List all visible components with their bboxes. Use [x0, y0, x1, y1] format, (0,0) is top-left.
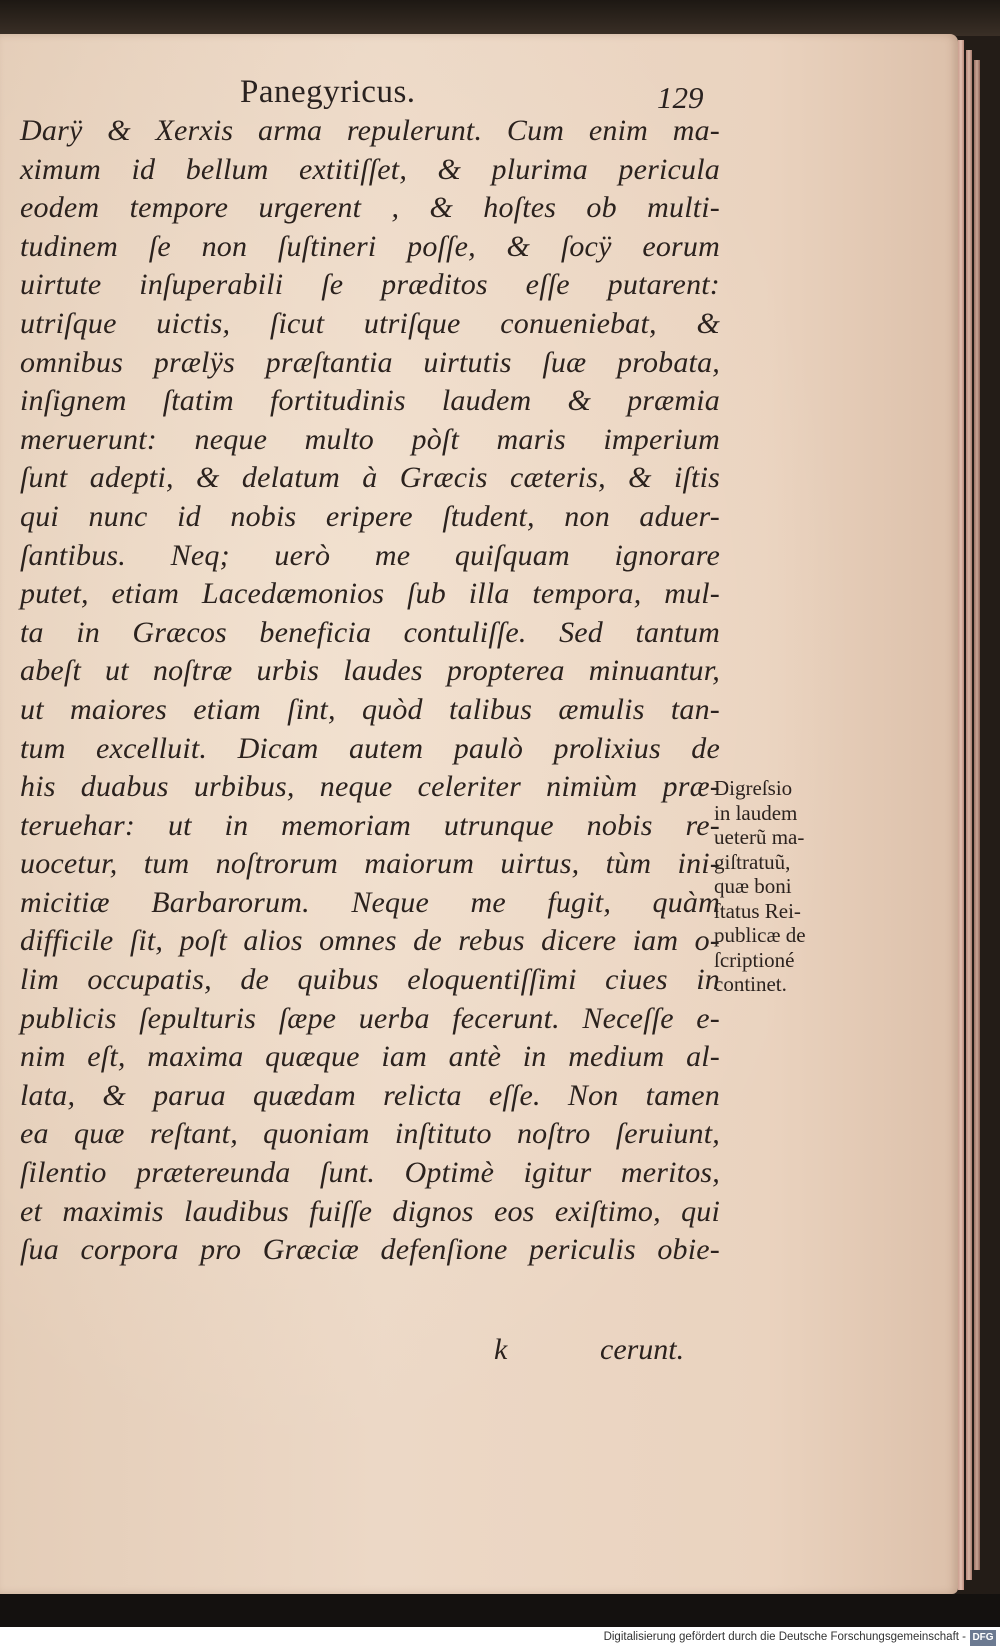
text-line: ſilentio prætereunda ſunt. Optimè igitur meritos,: [20, 1156, 720, 1190]
marginal-note-line: giſtratuũ,: [714, 849, 791, 874]
marginal-note-line: continet.: [714, 972, 787, 996]
text-line: qui nunc id nobis eripere ſtudent, non aduer-: [20, 499, 720, 533]
text-line: putet, etiam Lacedæmonios ſub illa tempora, mul-: [20, 577, 720, 611]
text-line: ſunt adepti, & delatum à Græcis cæteris, & iſtis: [20, 461, 720, 495]
text-line: Darÿ & Xerxis arma repulerunt. Cum enim ma-: [20, 114, 720, 147]
marginal-note-line: publicæ de: [714, 923, 806, 947]
dfg-logo: DFG: [970, 1630, 996, 1646]
text-line: publicis ſepulturis ſæpe uerba fecerunt. Neceſſe e-: [20, 1001, 720, 1035]
text-line: ut maiores etiam ſint, quòd talibus æmulis tan-: [20, 692, 720, 726]
text-line: difficile ſit, poſt alios omnes de rebus dicere iam o-: [20, 924, 720, 958]
text-line: micitiæ Barbarorum. Neque me fugit, quàm: [20, 885, 720, 919]
text-line: ximum id bellum extitiſſet, & plurima pericula: [20, 152, 720, 186]
text-line: abeſt ut noſtræ urbis laudes propterea minuantur,: [20, 654, 720, 688]
digitization-credit: Digitalisierung gefördert durch die Deutsche Forschungsgemeinschaft -: [603, 1631, 966, 1643]
page-edge: [974, 60, 980, 1570]
marginal-note-line: ueterũ ma-: [714, 825, 805, 849]
marginal-note: [714, 776, 864, 997]
marginal-note-line: ſtatus Rei-: [714, 898, 801, 923]
marginal-note-line: Digreſsio: [714, 776, 793, 800]
text-line: his duabus urbibus, neque celeriter nimiùm præ-: [20, 770, 720, 804]
text-line: ta in Græcos beneficia contuliſſe. Sed tantum: [20, 615, 720, 649]
text-line: et maximis laudibus fuiſſe dignos eos exiſtimo, qui: [20, 1194, 720, 1228]
scan-top-border: [0, 0, 1000, 36]
signature-mark: k: [494, 1333, 508, 1366]
page-number: 129: [657, 80, 704, 115]
text-line: nim eſt, maxima quæque iam antè in medium al-: [20, 1040, 720, 1074]
running-title: Panegyricus.: [240, 74, 416, 110]
marginal-note-line: in laudem: [714, 800, 798, 825]
page-edge: [966, 50, 972, 1580]
text-line: inſignem ſtatim fortitudinis laudem & præmia: [20, 384, 720, 418]
text-line: meruerunt: neque multo pòſt maris imperium: [20, 422, 720, 456]
page-foot-line: [0, 1333, 720, 1373]
text-line: lata, & parua quædam relicta eſſe. Non tamen: [20, 1078, 720, 1112]
text-line: ea quæ reſtant, quoniam inſtituto noſtro ſeruiunt,: [20, 1117, 720, 1151]
catchword: cerunt.: [600, 1333, 685, 1366]
text-line: teruehar: ut in memoriam utrunque nobis re-: [20, 808, 720, 842]
text-line: uocetur, tum noſtrorum maiorum uirtus, tùm ini-: [20, 847, 720, 881]
text-line: uirtute inſuperabili ſe præditos eſſe putarent:: [20, 268, 720, 302]
marginal-note-line: quæ boni: [714, 874, 792, 898]
text-line: utriſque uictis, ſicut utriſque conueniebat, &: [20, 306, 720, 340]
body-text: [20, 112, 720, 1270]
text-line: tudinem ſe non ſuſtineri poſſe, & ſocÿ eorum: [20, 229, 720, 263]
text-line: tum excelluit. Dicam autem paulò prolixius de: [20, 731, 720, 765]
text-line: omnibus prælÿs præſtantia uirtutis ſuæ probata,: [20, 345, 720, 379]
text-line: ſua corpora pro Græciæ defenſione periculis obie-: [20, 1233, 720, 1267]
marginal-note-line: ſcriptioné: [714, 947, 795, 972]
text-line: ſantibus. Neq; uerò me quiſquam ignorare: [20, 538, 720, 572]
text-line: lim occupatis, de quibus eloquentiſſimi ciues in: [20, 963, 720, 997]
page-edge: [958, 40, 964, 1590]
text-line: eodem tempore urgerent , & hoſtes ob multi-: [20, 191, 720, 225]
